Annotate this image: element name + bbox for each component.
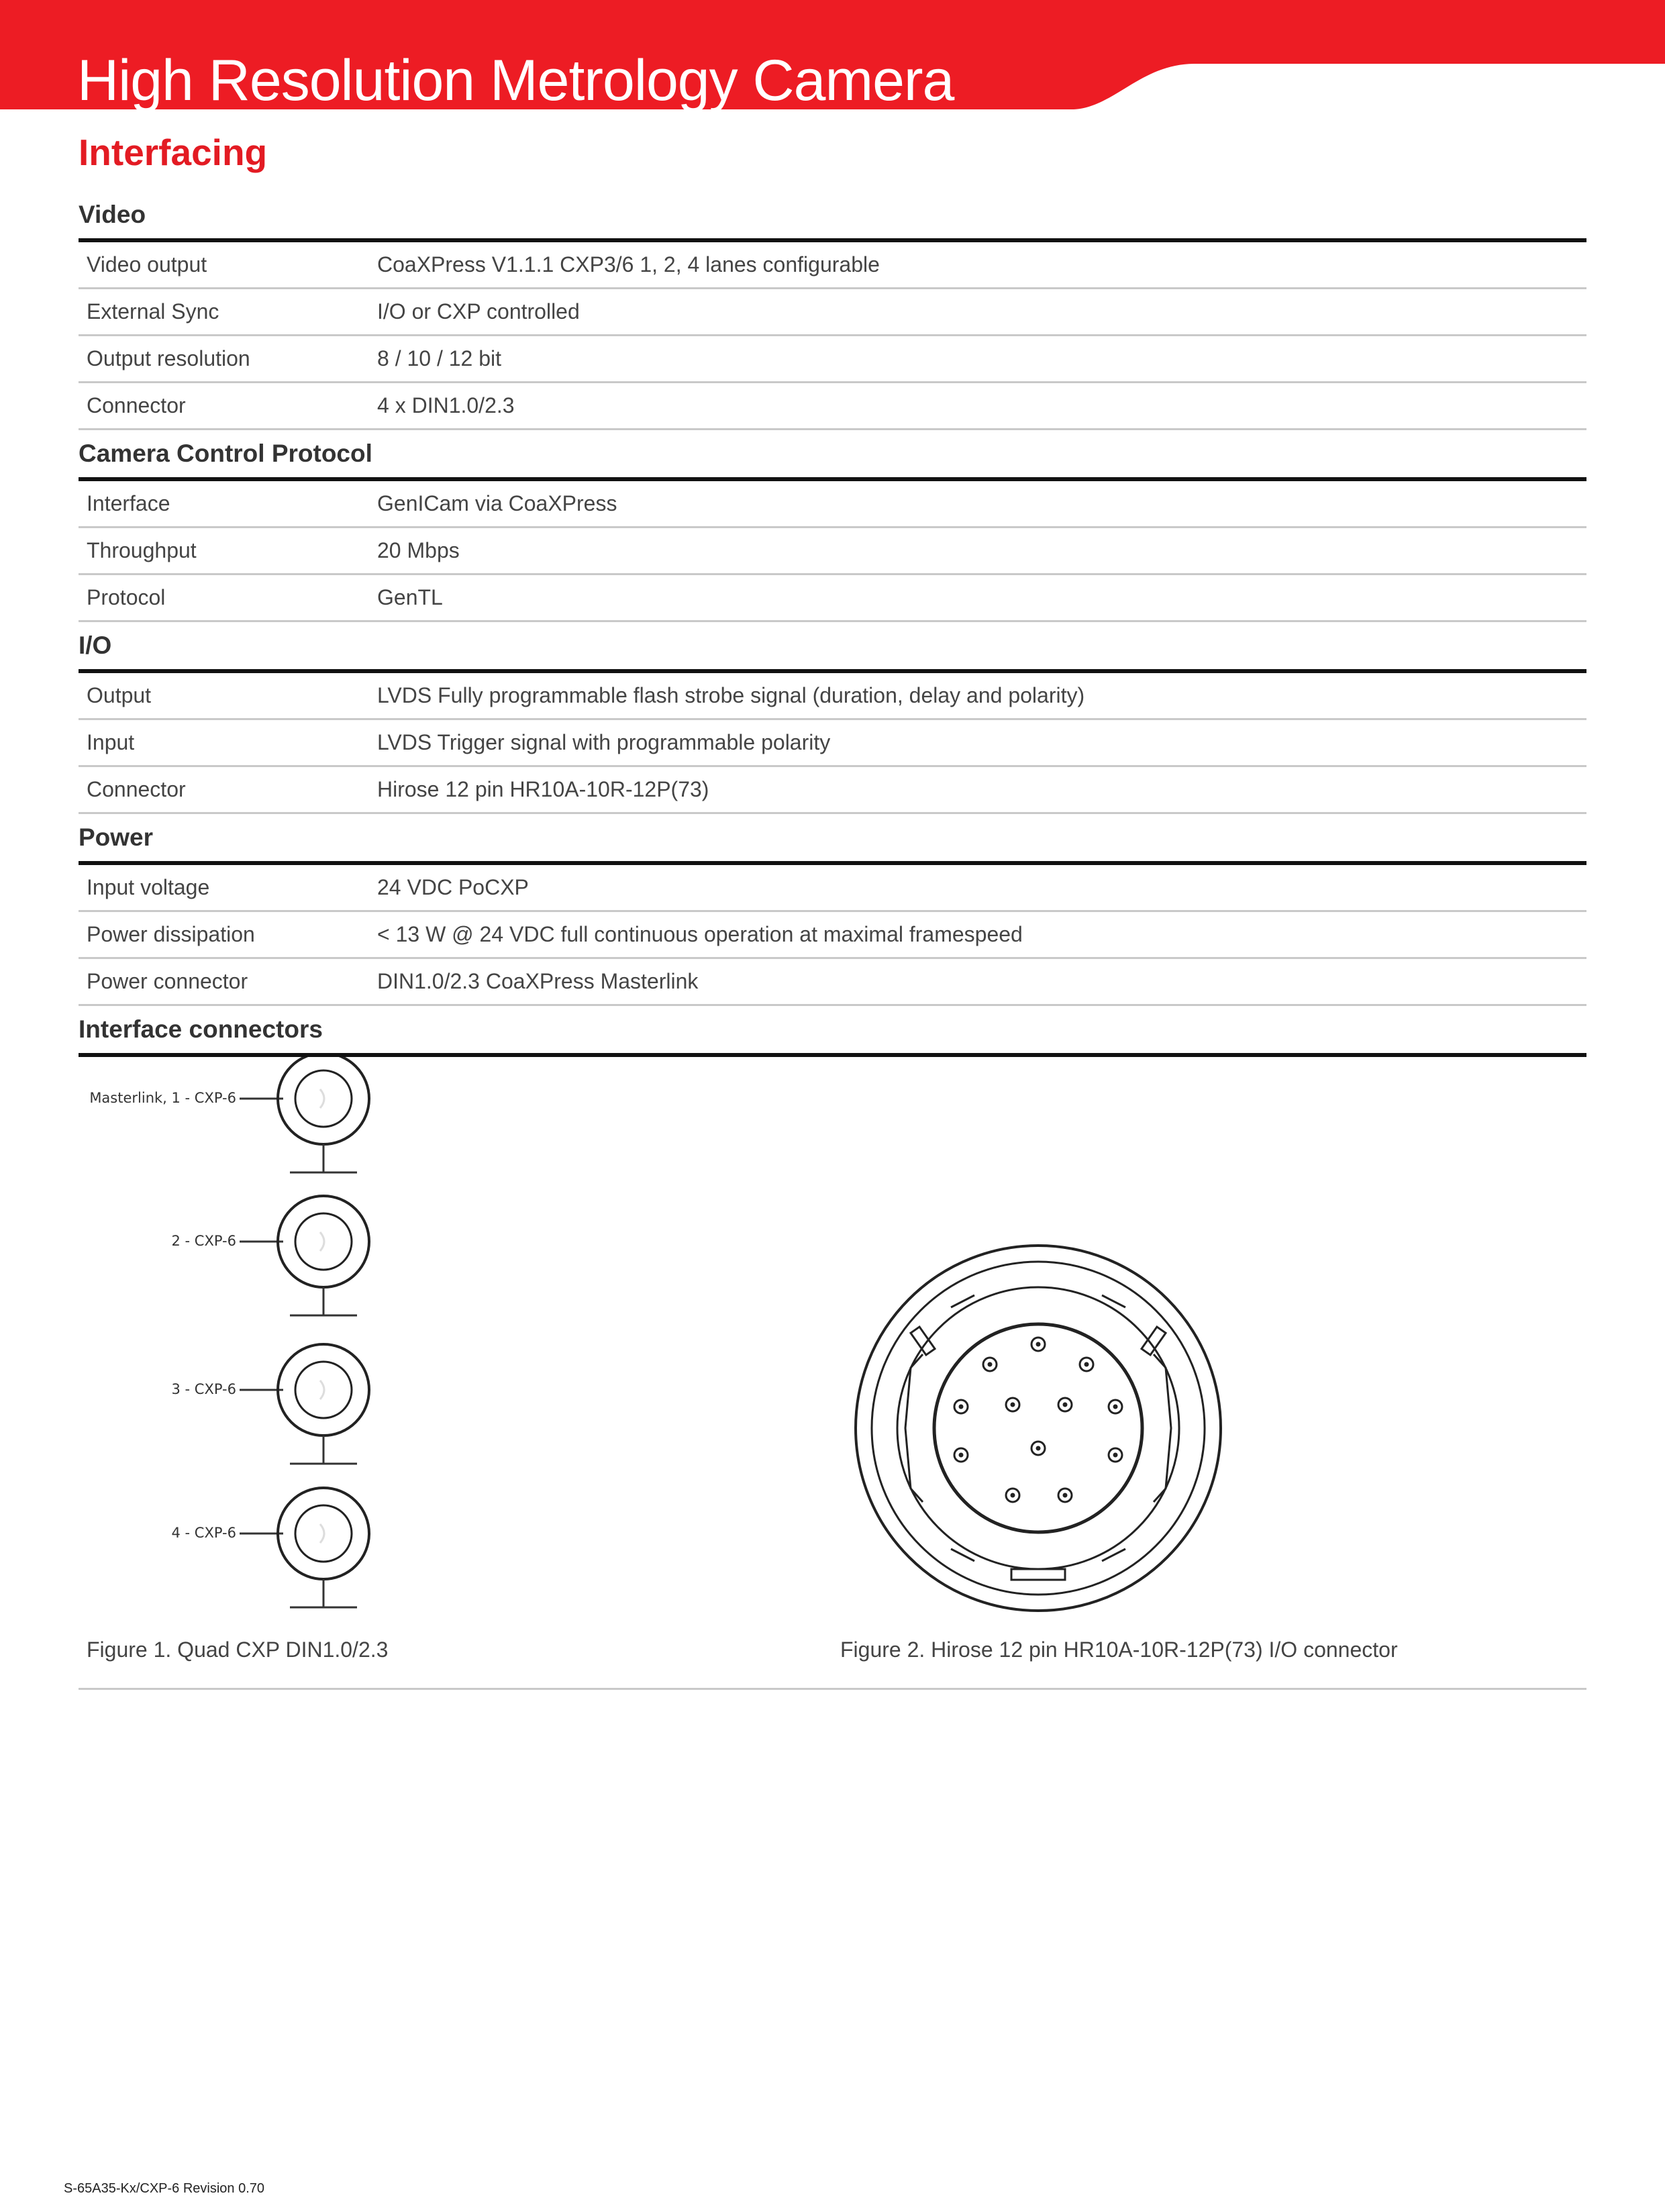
- spec-value: < 13 W @ 24 VDC full continuous operation at maximal framespeed: [377, 922, 1023, 946]
- group-heading: I/O: [79, 622, 1586, 673]
- connector-pins: [954, 1338, 1122, 1502]
- figure-1-caption: Figure 1. Quad CXP DIN1.0/2.3: [87, 1638, 389, 1662]
- figure-2-caption: Figure 2. Hirose 12 pin HR10A-10R-12P(73) I/O connector: [840, 1638, 1398, 1662]
- spec-value: LVDS Fully programmable flash strobe signal (duration, delay and polarity): [377, 683, 1085, 707]
- table-row: [79, 865, 1586, 912]
- table-row: [79, 336, 1586, 383]
- spec-label: Protocol: [87, 585, 166, 609]
- spec-value: I/O or CXP controlled: [377, 299, 580, 323]
- table-row: [79, 383, 1586, 430]
- document-title: High Resolution Metrology Camera: [77, 48, 954, 113]
- group-heading: Power: [79, 814, 1586, 865]
- group-heading: Video: [79, 191, 1586, 242]
- spec-label: Power dissipation: [87, 922, 255, 946]
- table-row: [79, 481, 1586, 528]
- cxp-label: Masterlink, 1 - CXP-6: [89, 1090, 236, 1106]
- cxp-label: 3 - CXP-6: [171, 1381, 236, 1397]
- spec-content: [79, 191, 1586, 1690]
- cxp-connector-4: [172, 1488, 369, 1607]
- spec-value: 8 / 10 / 12 bit: [377, 346, 502, 370]
- section-title: Interfacing: [79, 132, 268, 173]
- table-row: [79, 720, 1586, 767]
- cxp-label: 2 - CXP-6: [171, 1233, 236, 1249]
- figures-area: [79, 1057, 1586, 1690]
- spec-label: External Sync: [87, 299, 219, 323]
- spec-value: 20 Mbps: [377, 538, 460, 562]
- spec-value: CoaXPress V1.1.1 CXP3/6 1, 2, 4 lanes configurable: [377, 252, 880, 276]
- spec-label: Video output: [87, 252, 207, 276]
- spec-value: 4 x DIN1.0/2.3: [377, 393, 515, 417]
- spec-label: Throughput: [87, 538, 197, 562]
- table-row: [79, 767, 1586, 814]
- spec-label: Output resolution: [87, 346, 250, 370]
- hirose-connector-diagram: [844, 1234, 1233, 1623]
- table-row: [79, 575, 1586, 622]
- spec-value: GenICam via CoaXPress: [377, 491, 617, 515]
- spec-label: Power connector: [87, 969, 248, 993]
- spec-value: GenTL: [377, 585, 443, 609]
- interface-connectors-section: [79, 1006, 1586, 1690]
- group-heading: Camera Control Protocol: [79, 430, 1586, 481]
- spec-group-io: [79, 622, 1586, 814]
- table-row: [79, 959, 1586, 1006]
- footer-revision: S-65A35-Kx/CXP-6 Revision 0.70: [64, 2181, 265, 2196]
- cxp-connector-3: [172, 1344, 369, 1464]
- spec-label: Output: [87, 683, 152, 707]
- spec-label: Connector: [87, 393, 186, 417]
- spec-value: Hirose 12 pin HR10A-10R-12P(73): [377, 777, 709, 801]
- cxp-label: 4 - CXP-6: [171, 1525, 236, 1541]
- spec-group-camera-control: [79, 430, 1586, 622]
- spec-label: Interface: [87, 491, 170, 515]
- spec-label: Connector: [87, 777, 186, 801]
- table-row: [79, 242, 1586, 289]
- spec-value: 24 VDC PoCXP: [377, 875, 529, 899]
- cxp-connector-2: [172, 1196, 369, 1315]
- table-row: [79, 673, 1586, 720]
- quad-cxp-connector-diagram: [79, 1057, 454, 1634]
- spec-group-video: [79, 191, 1586, 430]
- cxp-connector-1: [89, 1057, 369, 1172]
- spec-label: Input voltage: [87, 875, 210, 899]
- spec-label: Input: [87, 730, 135, 754]
- group-heading: Interface connectors: [79, 1006, 1586, 1057]
- spec-value: LVDS Trigger signal with programmable polarity: [377, 730, 831, 754]
- table-row: [79, 528, 1586, 575]
- table-row: [79, 289, 1586, 336]
- spec-value: DIN1.0/2.3 CoaXPress Masterlink: [377, 969, 699, 993]
- spec-group-power: [79, 814, 1586, 1006]
- table-row: [79, 912, 1586, 959]
